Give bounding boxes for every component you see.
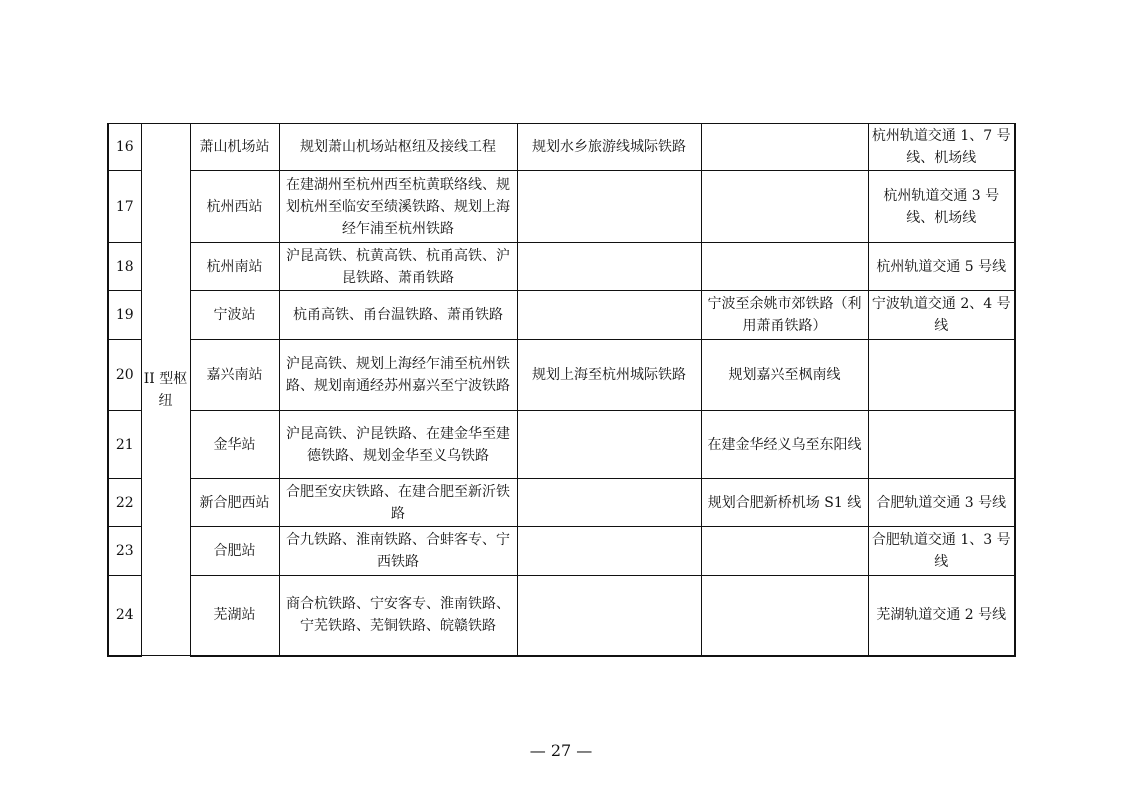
urban-transit-cell [868,340,1015,411]
national-rail-cell: 规划萧山机场站枢纽及接线工程 [279,124,517,171]
national-rail-cell: 沪昆高铁、杭黄高铁、杭甬高铁、沪昆铁路、萧甬铁路 [279,243,517,291]
suburban-cell: 规划合肥新桥机场 S1 线 [701,479,868,527]
station-name: 合肥站 [190,527,279,576]
row-number: 17 [108,171,141,243]
hub-type-cell [141,124,190,656]
urban-transit-cell: 杭州轨道交通 1、7 号线、机场线 [868,124,1015,171]
national-rail-cell: 合肥至安庆铁路、在建合肥至新沂铁路 [279,479,517,527]
suburban-cell [701,576,868,656]
intercity-cell: 规划上海至杭州城际铁路 [517,340,701,411]
table-row [108,479,1015,527]
row-number: 22 [108,479,141,527]
suburban-cell: 在建金华经义乌至东阳线 [701,411,868,479]
station-name: 杭州南站 [190,243,279,291]
table-row [108,527,1015,576]
table-row [108,340,1015,411]
station-name: 芜湖站 [190,576,279,656]
suburban-cell [701,124,868,171]
suburban-cell [701,243,868,291]
row-number: 23 [108,527,141,576]
table-row [108,243,1015,291]
intercity-cell [517,527,701,576]
page-number: — 27 — [529,741,593,760]
national-rail-cell: 杭甬高铁、甬台温铁路、萧甬铁路 [279,291,517,340]
urban-transit-cell: 芜湖轨道交通 2 号线 [868,576,1015,656]
table-row [108,291,1015,340]
table-row [108,124,1015,171]
table-row [108,411,1015,479]
national-rail-cell: 沪昆高铁、沪昆铁路、在建金华至建德铁路、规划金华至义乌铁路 [279,411,517,479]
urban-transit-cell: 合肥轨道交通 3 号线 [868,479,1015,527]
hub-table-container [107,123,1014,657]
intercity-cell [517,171,701,243]
urban-transit-cell: 合肥轨道交通 1、3 号线 [868,527,1015,576]
suburban-cell [701,171,868,243]
station-name: 杭州西站 [190,171,279,243]
hub-table [107,123,1016,657]
intercity-cell [517,243,701,291]
table-row [108,171,1015,243]
national-rail-cell: 沪昆高铁、规划上海经乍浦至杭州铁路、规划南通经苏州嘉兴至宁波铁路 [279,340,517,411]
row-number: 21 [108,411,141,479]
urban-transit-cell [868,411,1015,479]
suburban-cell: 规划嘉兴至枫南线 [701,340,868,411]
hub-type-label: II 型枢纽 [143,370,188,409]
national-rail-cell: 合九铁路、淮南铁路、合蚌客专、宁西铁路 [279,527,517,576]
row-number: 24 [108,576,141,656]
intercity-cell [517,411,701,479]
row-number: 19 [108,291,141,340]
suburban-cell [701,527,868,576]
row-number: 20 [108,340,141,411]
station-name: 宁波站 [190,291,279,340]
urban-transit-cell: 宁波轨道交通 2、4 号线 [868,291,1015,340]
national-rail-cell: 在建湖州至杭州西至杭黄联络线、规划杭州至临安至绩溪铁路、规划上海经乍浦至杭州铁路 [279,171,517,243]
station-name: 萧山机场站 [190,124,279,171]
intercity-cell: 规划水乡旅游线城际铁路 [517,124,701,171]
urban-transit-cell: 杭州轨道交通 3 号线、机场线 [868,171,1015,243]
urban-transit-cell: 杭州轨道交通 5 号线 [868,243,1015,291]
station-name: 金华站 [190,411,279,479]
row-number: 18 [108,243,141,291]
intercity-cell [517,291,701,340]
station-name: 新合肥西站 [190,479,279,527]
national-rail-cell: 商合杭铁路、宁安客专、淮南铁路、宁芜铁路、芜铜铁路、皖赣铁路 [279,576,517,656]
station-name: 嘉兴南站 [190,340,279,411]
table-row [108,576,1015,656]
row-number: 16 [108,124,141,171]
intercity-cell [517,576,701,656]
suburban-cell: 宁波至余姚市郊铁路（利用萧甬铁路） [701,291,868,340]
intercity-cell [517,479,701,527]
